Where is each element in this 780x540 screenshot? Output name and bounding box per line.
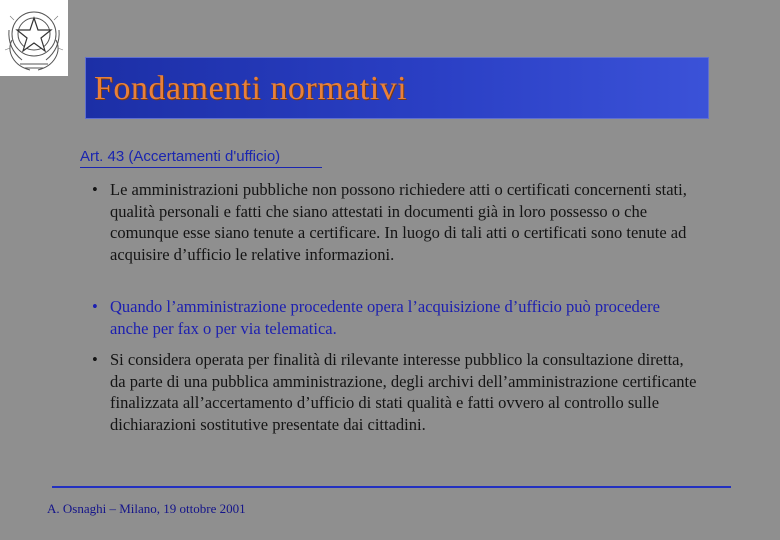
bullet-text: Le amministrazioni pubbliche non possono richiedere atti o certificati concernenti stati, qualità personali e fatti che siano attestati in documenti già in loro possesso o che comunque esse siano tenute a certificare. In luogo di tali atti o certificati sono tenute ad acquisire d’ufficio le relative informazioni.: [110, 180, 687, 264]
bullet-text: Quando l’amministrazione procedente opera l’acquisizione d’ufficio può procedere anche per fax o per via telematica.: [110, 297, 660, 338]
article-heading: Art. 43 (Accertamenti d'ufficio): [80, 148, 281, 165]
bullet-item-3: [92, 349, 702, 435]
slide-title-bar: [85, 57, 709, 119]
italian-republic-emblem: [0, 0, 68, 76]
footer-divider: [52, 486, 731, 488]
bullet-item-2: [92, 296, 702, 339]
bullet-dot: •: [92, 297, 98, 316]
bullet-dot: •: [92, 180, 98, 199]
article-heading-underline: [80, 167, 322, 168]
bullet-dot: •: [92, 350, 98, 369]
bullet-item-1: [92, 179, 702, 265]
slide-title: Fondamenti normativi: [94, 70, 408, 107]
footer-credit: A. Osnaghi – Milano, 19 ottobre 2001: [47, 501, 246, 516]
bullet-text: Si considera operata per finalità di rilevante interesse pubblico la consultazione diretta, da parte di una pubblica amministrazione, degli archivi dell’amministrazione certificante finalizzata all’accertamento d’ufficio di stati qualità e fatti ovvero al controllo sulle dichiarazioni sostitutive presentate dai cittadini.: [110, 350, 697, 434]
emblem-icon: [0, 0, 68, 76]
